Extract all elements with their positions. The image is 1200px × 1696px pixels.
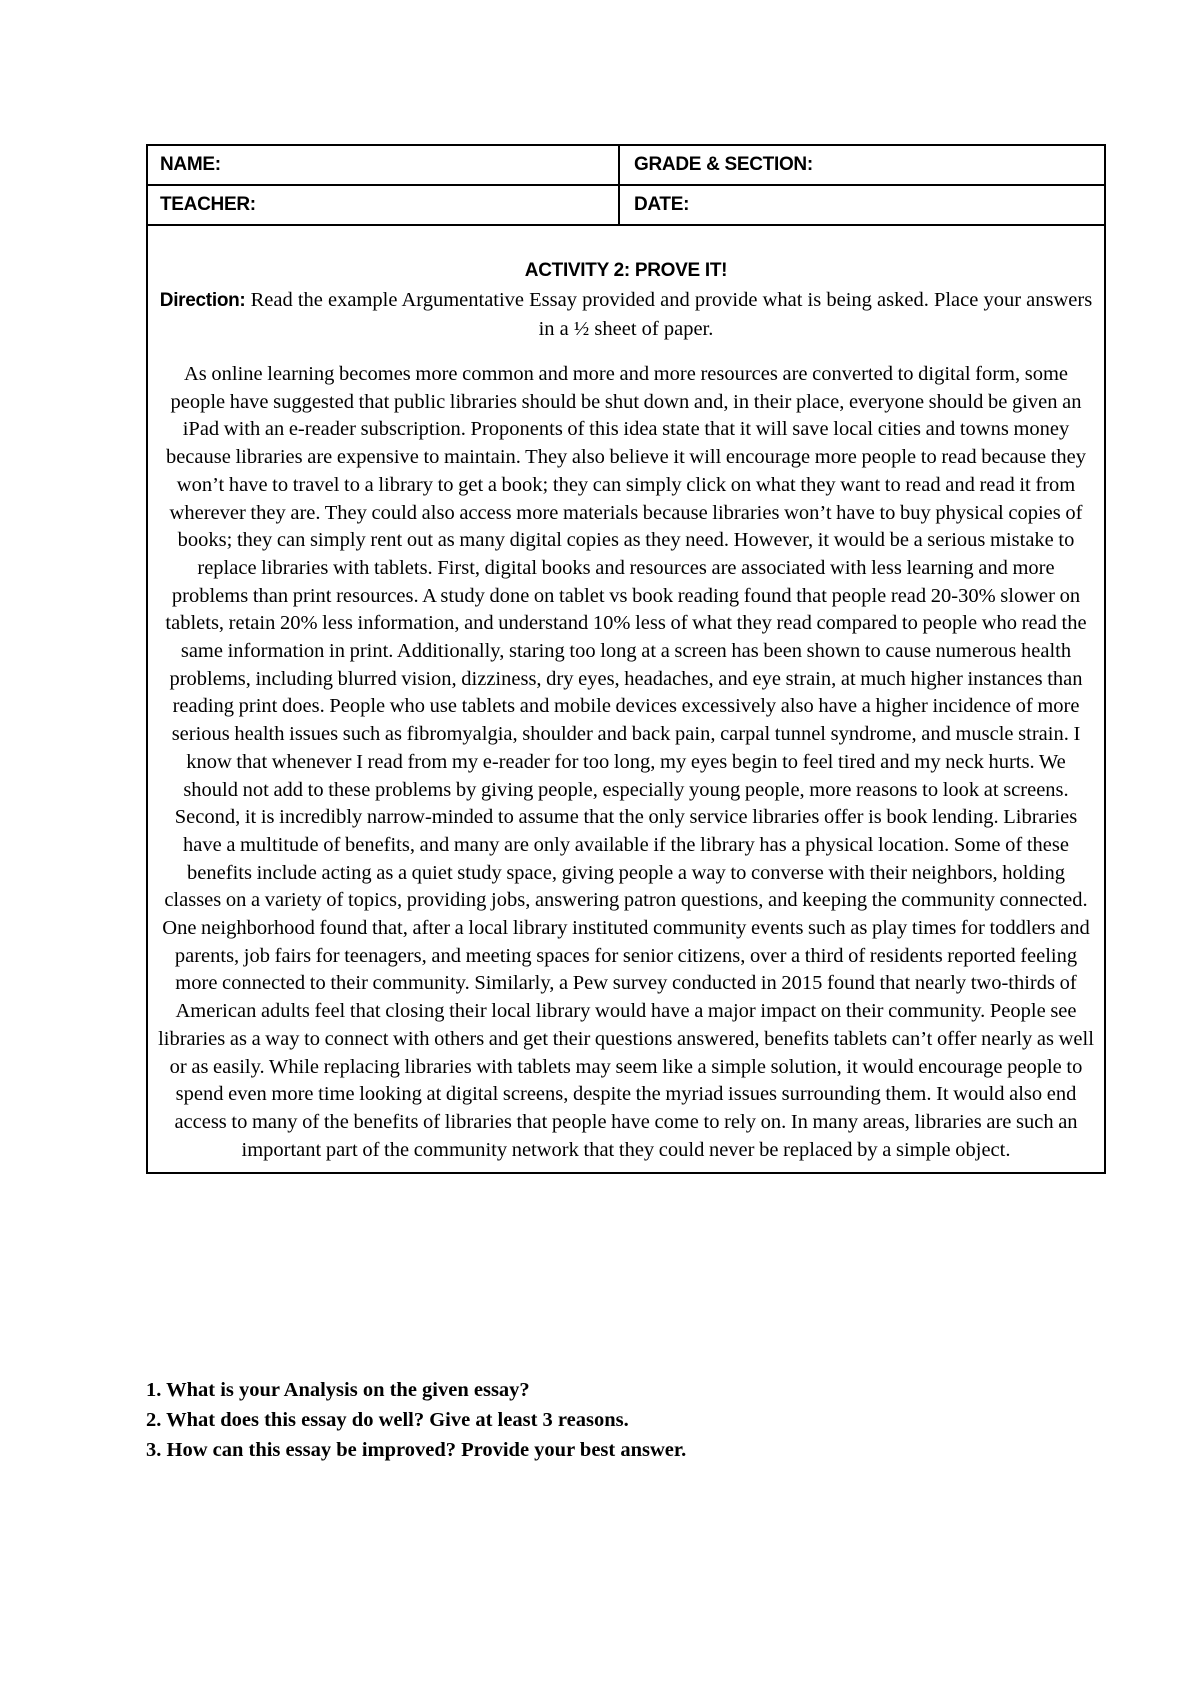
header-row-name <box>148 146 1104 186</box>
direction-label: Direction: <box>159 290 246 311</box>
activity-title: ACTIVITY 2: PROVE IT! <box>524 260 728 281</box>
question-1: 1. What is your Analysis on the given essay? <box>146 1379 530 1401</box>
question-3: 3. How can this essay be improved? Provide your best answer. <box>146 1439 687 1461</box>
header-row-teacher <box>148 186 1104 226</box>
direction-text: Read the example Argumentative Essay provided and provide what is being asked. Place your answers in a ½ sheet of paper. <box>245 289 1093 340</box>
direction <box>158 286 1094 343</box>
date-field-label: DATE: <box>634 194 690 215</box>
activity-content <box>148 226 1104 1172</box>
name-field-label: NAME: <box>148 146 620 184</box>
question-2: 2. What does this essay do well? Give at least 3 reasons. <box>146 1409 629 1431</box>
question-list <box>146 1375 1106 1465</box>
essay-text: As online learning becomes more common and more and more resources are converted to digital form, some people have suggested that public libraries should be shut down and, in their place, everyone should be given an iPad with an e-reader subscription. Proponents of this idea state that it will save local cities and towns money because libraries are expensive to maintain. They also believe it will encourage more people to read because they won’t have to travel to a library to get a book; they can simply click on what they want to read and read it from wherever they are. They could also access more materials because libraries won’t have to buy physical copies of books; they can simply rent out as many digital copies as they need. However, it would be a serious mistake to replace libraries with tablets. First, digital books and resources are associated with less learning and more problems than print resources. A study done on tablet vs book reading found that people read 20-30% slower on tablets, retain 20% less information, and understand 10% less of what they read compared to people who read the same information in print. Additionally, staring too long at a screen has been shown to cause numerous health problems, including blurred vision, dizziness, dry eyes, headaches, and eye strain, at much higher instances than reading print does. People who use tablets and mobile devices excessively also have a higher incidence of more serious health issues such as fibromyalgia, shoulder and back pain, carpal tunnel syndrome, and muscle strain. I know that whenever I read from my e-reader for too long, my eyes begin to feel tired and my neck hurts. We should not add to these problems by giving people, especially young people, more reasons to look at screens. Second, it is incredibly narrow-minded to assume that the only service libraries offer is book lending. Libraries have a multitude of benefits, and many are only available if the library has a physical location. Some of these benefits include acting as a quiet study space, giving people a way to converse with their neighbors, holding classes on a variety of topics, providing jobs, answering patron questions, and keeping the community connected. One neighborhood found that, after a local library instituted community events such as play times for toddlers and parents, job fairs for teenagers, and meeting spaces for senior citizens, over a third of residents reported feeling more connected to their community. Similarly, a Pew survey conducted in 2015 found that nearly two-thirds of American adults feel that closing their local library would have a major impact on their community. People see libraries as a way to connect with others and get their questions answered, benefits tablets can’t offer nearly as well or as easily. While replacing libraries with tablets may seem like a simple solution, it would encourage people to spend even more time looking at digital screens, despite the myriad issues surrounding them. It would also end access to many of the benefits of libraries that people have come to rely on. In many areas, libraries are such an important part of the community network that they could never be replaced by a simple object. <box>158 363 1094 1161</box>
teacher-field-label: TEACHER: <box>148 186 620 224</box>
grade-section-field-label: GRADE & SECTION: <box>634 154 813 175</box>
activity-sheet <box>146 144 1106 1174</box>
